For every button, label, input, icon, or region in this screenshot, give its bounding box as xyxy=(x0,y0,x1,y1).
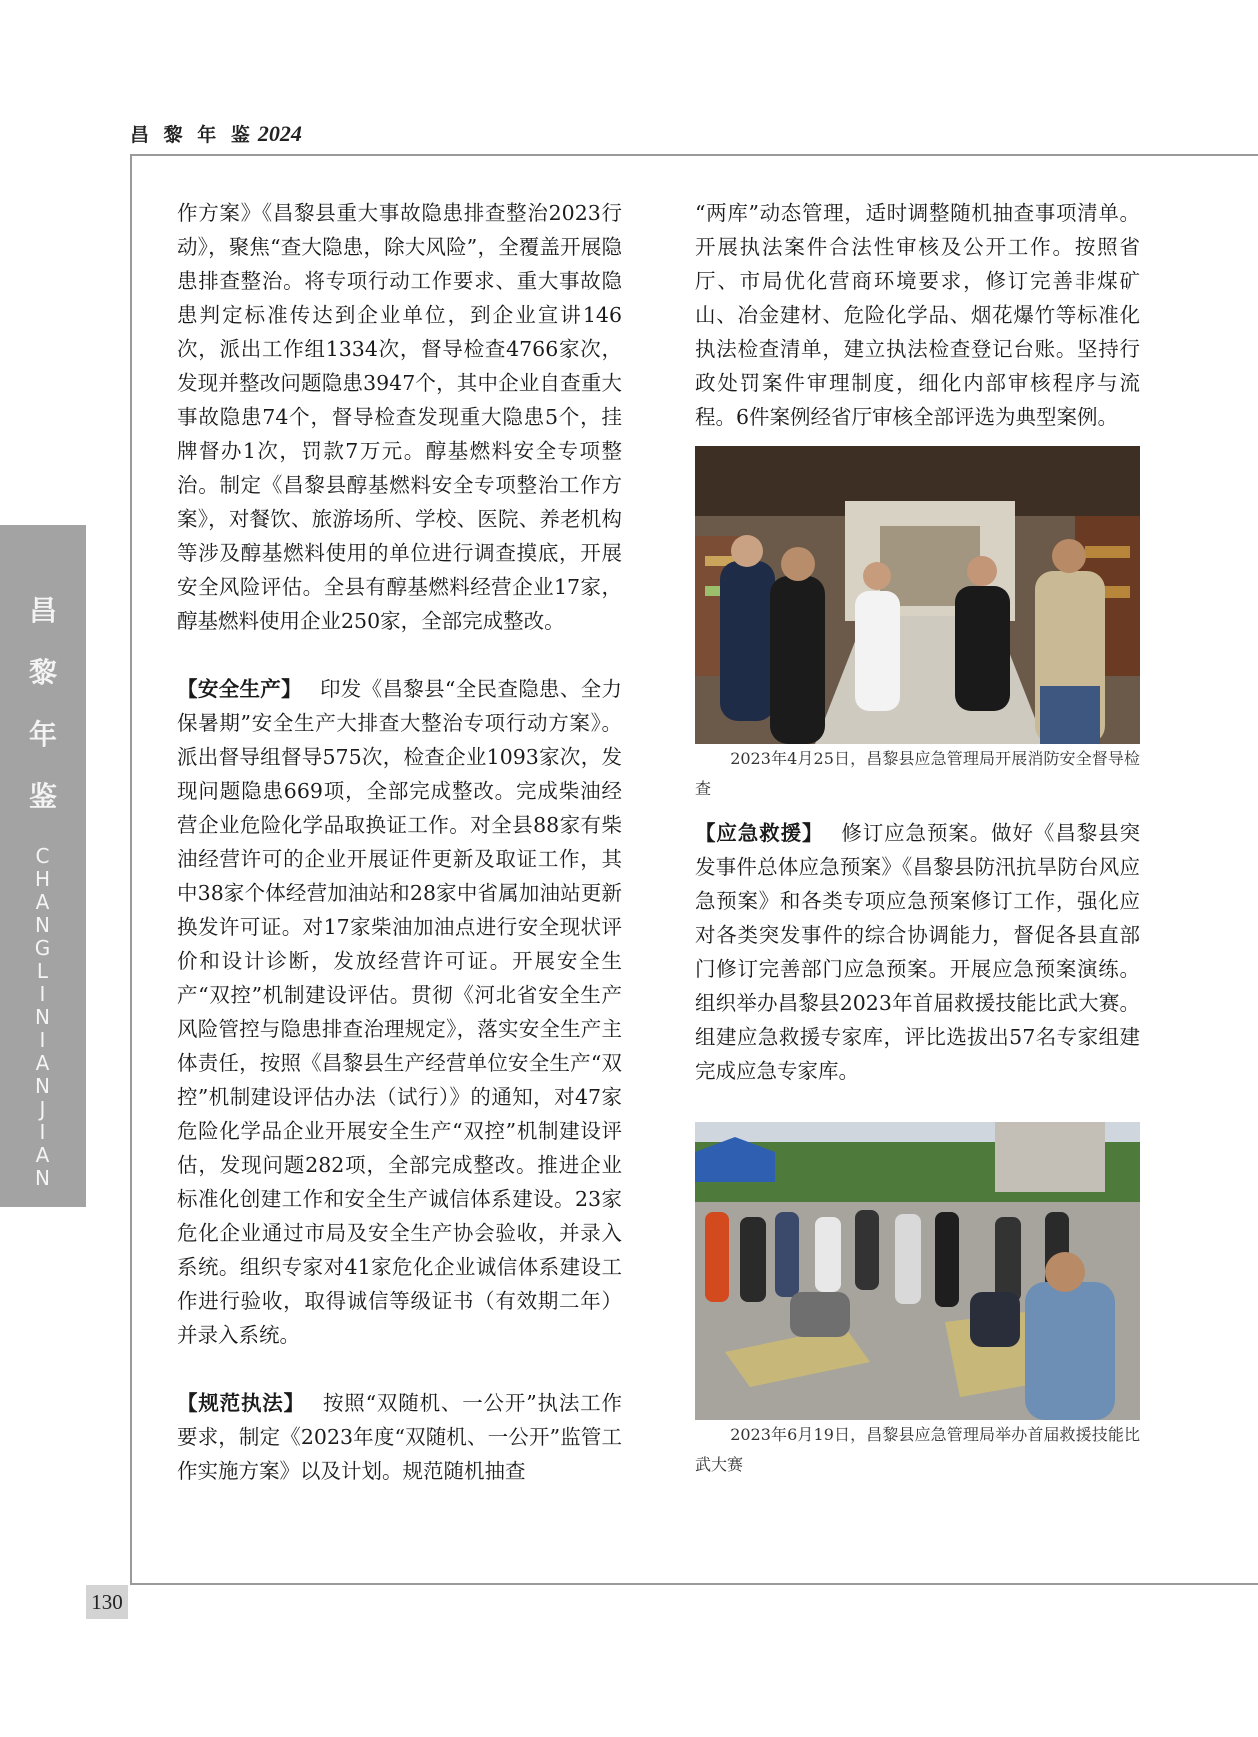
side-tab-letter: G xyxy=(34,936,52,960)
left-column xyxy=(177,196,622,1488)
side-tab-letter: I xyxy=(39,1028,47,1052)
side-tab xyxy=(0,525,86,1207)
side-tab-letter: A xyxy=(35,1143,51,1167)
photo-competition-illustration xyxy=(695,1122,1140,1420)
photo-inspection-illustration xyxy=(695,446,1140,744)
side-tab-letter: J xyxy=(39,1097,47,1121)
header-year: 2024 xyxy=(257,121,302,146)
photo-caption: 2023年4月25日，昌黎县应急管理局开展消防安全督导检查 xyxy=(695,749,1140,798)
frame-left-rule xyxy=(130,154,132,1584)
side-tab-chinese xyxy=(0,580,86,828)
section-emergency xyxy=(695,816,1140,1088)
side-tab-char: 鉴 xyxy=(28,780,57,813)
photo-caption: 2023年6月19日，昌黎县应急管理局举办首届救援技能比武大赛 xyxy=(695,1425,1140,1474)
side-tab-char: 黎 xyxy=(28,656,57,689)
side-tab-letter: N xyxy=(35,1166,51,1190)
side-tab-char: 昌 xyxy=(28,594,57,627)
side-tab-letter: N xyxy=(35,913,51,937)
side-tab-letter: C xyxy=(35,844,51,868)
section-title: 【安全生产】 xyxy=(177,677,302,701)
section-text: 修订应急预案。做好《昌黎县突发事件总体应急预案》《昌黎县防汛抗旱防台风应急预案》和各类专项应急预案修订工作，强化应对各类突发事件的综合协调能力，督促各县直部门修订完善部门应急预案。开展应急预案演练。组织举办昌黎县2023年首届救援技能比武大赛。组建应急救援专家库，评比选拔出57名专家组建完成应急专家库。 xyxy=(695,821,1141,1083)
side-tab-letter: I xyxy=(39,1120,47,1144)
photo-inspection xyxy=(695,446,1140,744)
running-header xyxy=(130,120,302,147)
footer-rule xyxy=(130,1583,1258,1585)
section-text: 按照“双随机、一公开”执法工作要求，制定《2023年度“双随机、一公开”监管工作实施方案》以及计划。规范随机抽查 xyxy=(177,1391,623,1483)
right-column xyxy=(695,196,1140,1480)
side-tab-letter: N xyxy=(35,1074,51,1098)
side-tab-letter: A xyxy=(35,1051,51,1075)
paragraph: 作方案》《昌黎县重大事故隐患排查整治2023行动》，聚焦“查大隐患，除大风险”，全覆盖开展隐患排查整治。将专项行动工作要求、重大事故隐患判定标准传达到企业单位，到企业宣讲146次，派出工作组1334次，督导检查4766家次，发现并整改问题隐患3947个，其中企业自查重大事故隐患74个，督导检查发现重大隐患5个，挂牌督办1次，罚款7万元。醇基燃料安全专项整治。制定《昌黎县醇基燃料安全专项整治工作方案》，对餐饮、旅游场所、学校、医院、养老机构等涉及醇基燃料使用的单位进行调查摸底，开展安全风险评估。全县有醇基燃料经营企业17家，醇基燃料使用企业250家，全部完成整改。 xyxy=(177,201,622,633)
paragraph: “两库”动态管理，适时调整随机抽查事项清单。开展执法案件合法性审核及公开工作。按照省厅、市局优化营商环境要求，修订完善非煤矿山、冶金建材、危险化学品、烟花爆竹等标准化执法检查清单，建立执法检查登记台账。坚持行政处罚案件审理制度，细化内部审核程序与流程。6件案例经省厅审核全部评选为典型案例。 xyxy=(695,201,1140,429)
section-title: 【应急救援】 xyxy=(695,821,824,845)
side-tab-pinyin xyxy=(0,845,86,1190)
section-text: 印发《昌黎县“全民查隐患、全力保暑期”安全生产大排查大整治专项行动方案》。派出督导组督导575次，检查企业1093家次，发现问题隐患669项，全部完成整改。完成柴油经营企业危险化学品取换证工作。对全县88家有柴油经营许可的企业开展证件更新及取证工作，其中38家个体经营加油站和28家中省属加油站更新换发许可证。对17家柴油加油点进行安全现状评价和设计诊断，发放经营许可证。开展安全生产“双控”机制建设评估。贯彻《河北省安全生产风险管控与隐患排查治理规定》，落实安全生产主体责任，按照《昌黎县生产经营单位安全生产“双控”机制建设评估办法（试行）》的通知，对47家危险化学品企业开展安全生产“双控”机制建设评估，发现问题282项，全部完成整改。推进企业标准化创建工作和安全生产诚信体系建设。23家危化企业通过市局及安全生产协会验收，并录入系统。组织专家对41家危化企业诚信体系建设工作进行验收，取得诚信等级证书（有效期二年）并录入系统。 xyxy=(177,677,623,1347)
side-tab-letter: I xyxy=(39,982,47,1006)
side-tab-letter: A xyxy=(35,890,51,914)
side-tab-letter: L xyxy=(36,959,50,983)
section-safety xyxy=(177,672,622,1352)
header-rule xyxy=(130,154,1258,156)
header-title-text: 昌 黎 年 鉴 xyxy=(130,124,254,146)
section-law xyxy=(177,1386,622,1488)
section-title: 【规范执法】 xyxy=(177,1391,305,1415)
photo-competition xyxy=(695,1122,1140,1420)
side-tab-letter: N xyxy=(35,1005,51,1029)
side-tab-char: 年 xyxy=(28,718,57,751)
side-tab-letter: H xyxy=(34,867,52,891)
page-number: 130 xyxy=(86,1585,128,1619)
